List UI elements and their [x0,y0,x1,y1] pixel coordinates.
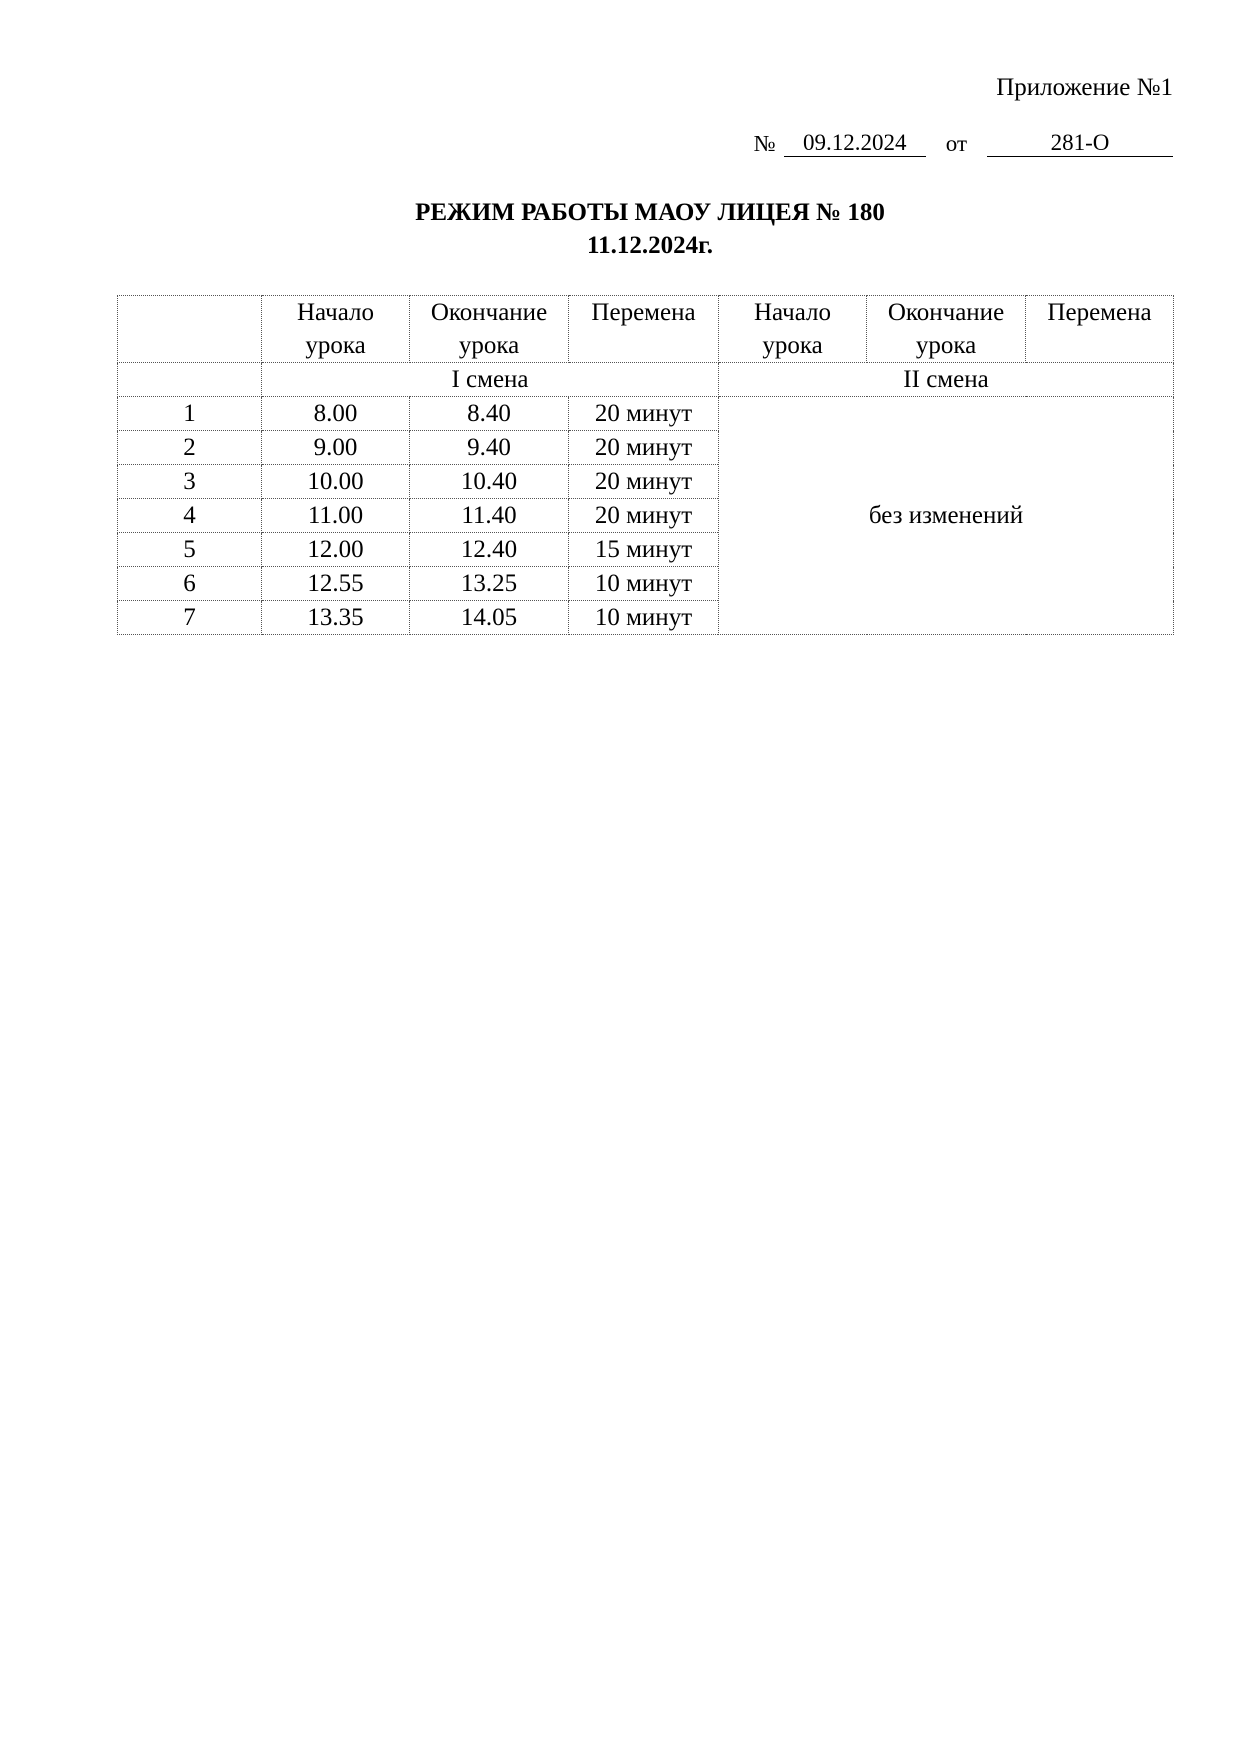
column-header: Окончание урока [867,296,1026,363]
shift-row [118,363,1174,397]
lesson-number: 4 [118,499,262,533]
title-line-1: РЕЖИМ РАБОТЫ МАОУ ЛИЦЕЯ № 180 [415,199,885,226]
lesson-end: 12.40 [410,533,569,567]
lesson-number: 3 [118,465,262,499]
empty-cell [118,363,262,397]
lesson-end: 9.40 [410,431,569,465]
column-header: Начало урока [719,296,867,363]
document-title [0,196,1241,262]
break-duration: 10 минут [569,567,719,601]
lesson-start: 11.00 [262,499,410,533]
break-duration: 20 минут [569,499,719,533]
lesson-start: 10.00 [262,465,410,499]
order-from-field: 281-О [987,130,1173,157]
column-header: Окончание урока [410,296,569,363]
break-duration: 10 минут [569,601,719,635]
lesson-start: 13.35 [262,601,410,635]
appendix-label: Приложение №1 [996,74,1173,101]
shift-2-label: II смена [719,363,1174,397]
break-duration: 20 минут [569,431,719,465]
shift-1-label: I смена [262,363,719,397]
table-row [118,397,1174,431]
number-sign: № [753,131,776,156]
lesson-end: 8.40 [410,397,569,431]
column-header: Перемена [1026,296,1174,363]
lesson-end: 10.40 [410,465,569,499]
title-line-2: 11.12.2024г. [587,232,713,259]
lesson-start: 12.00 [262,533,410,567]
lesson-end: 14.05 [410,601,569,635]
lesson-number: 5 [118,533,262,567]
lesson-number: 7 [118,601,262,635]
break-duration: 15 минут [569,533,719,567]
schedule-table [117,295,1174,635]
lesson-number: 6 [118,567,262,601]
lesson-start: 12.55 [262,567,410,601]
column-header: Перемена [569,296,719,363]
order-number-field: 09.12.2024 [784,130,926,157]
lesson-end: 13.25 [410,567,569,601]
shift-2-note: без изменений [719,397,1174,635]
lesson-end: 11.40 [410,499,569,533]
table-header-row [118,296,1174,363]
break-duration: 20 минут [569,397,719,431]
order-line [754,130,1173,157]
column-header [118,296,262,363]
break-duration: 20 минут [569,465,719,499]
lesson-number: 2 [118,431,262,465]
from-label: от [945,131,967,156]
lesson-start: 8.00 [262,397,410,431]
column-header: Начало урока [262,296,410,363]
lesson-number: 1 [118,397,262,431]
lesson-start: 9.00 [262,431,410,465]
